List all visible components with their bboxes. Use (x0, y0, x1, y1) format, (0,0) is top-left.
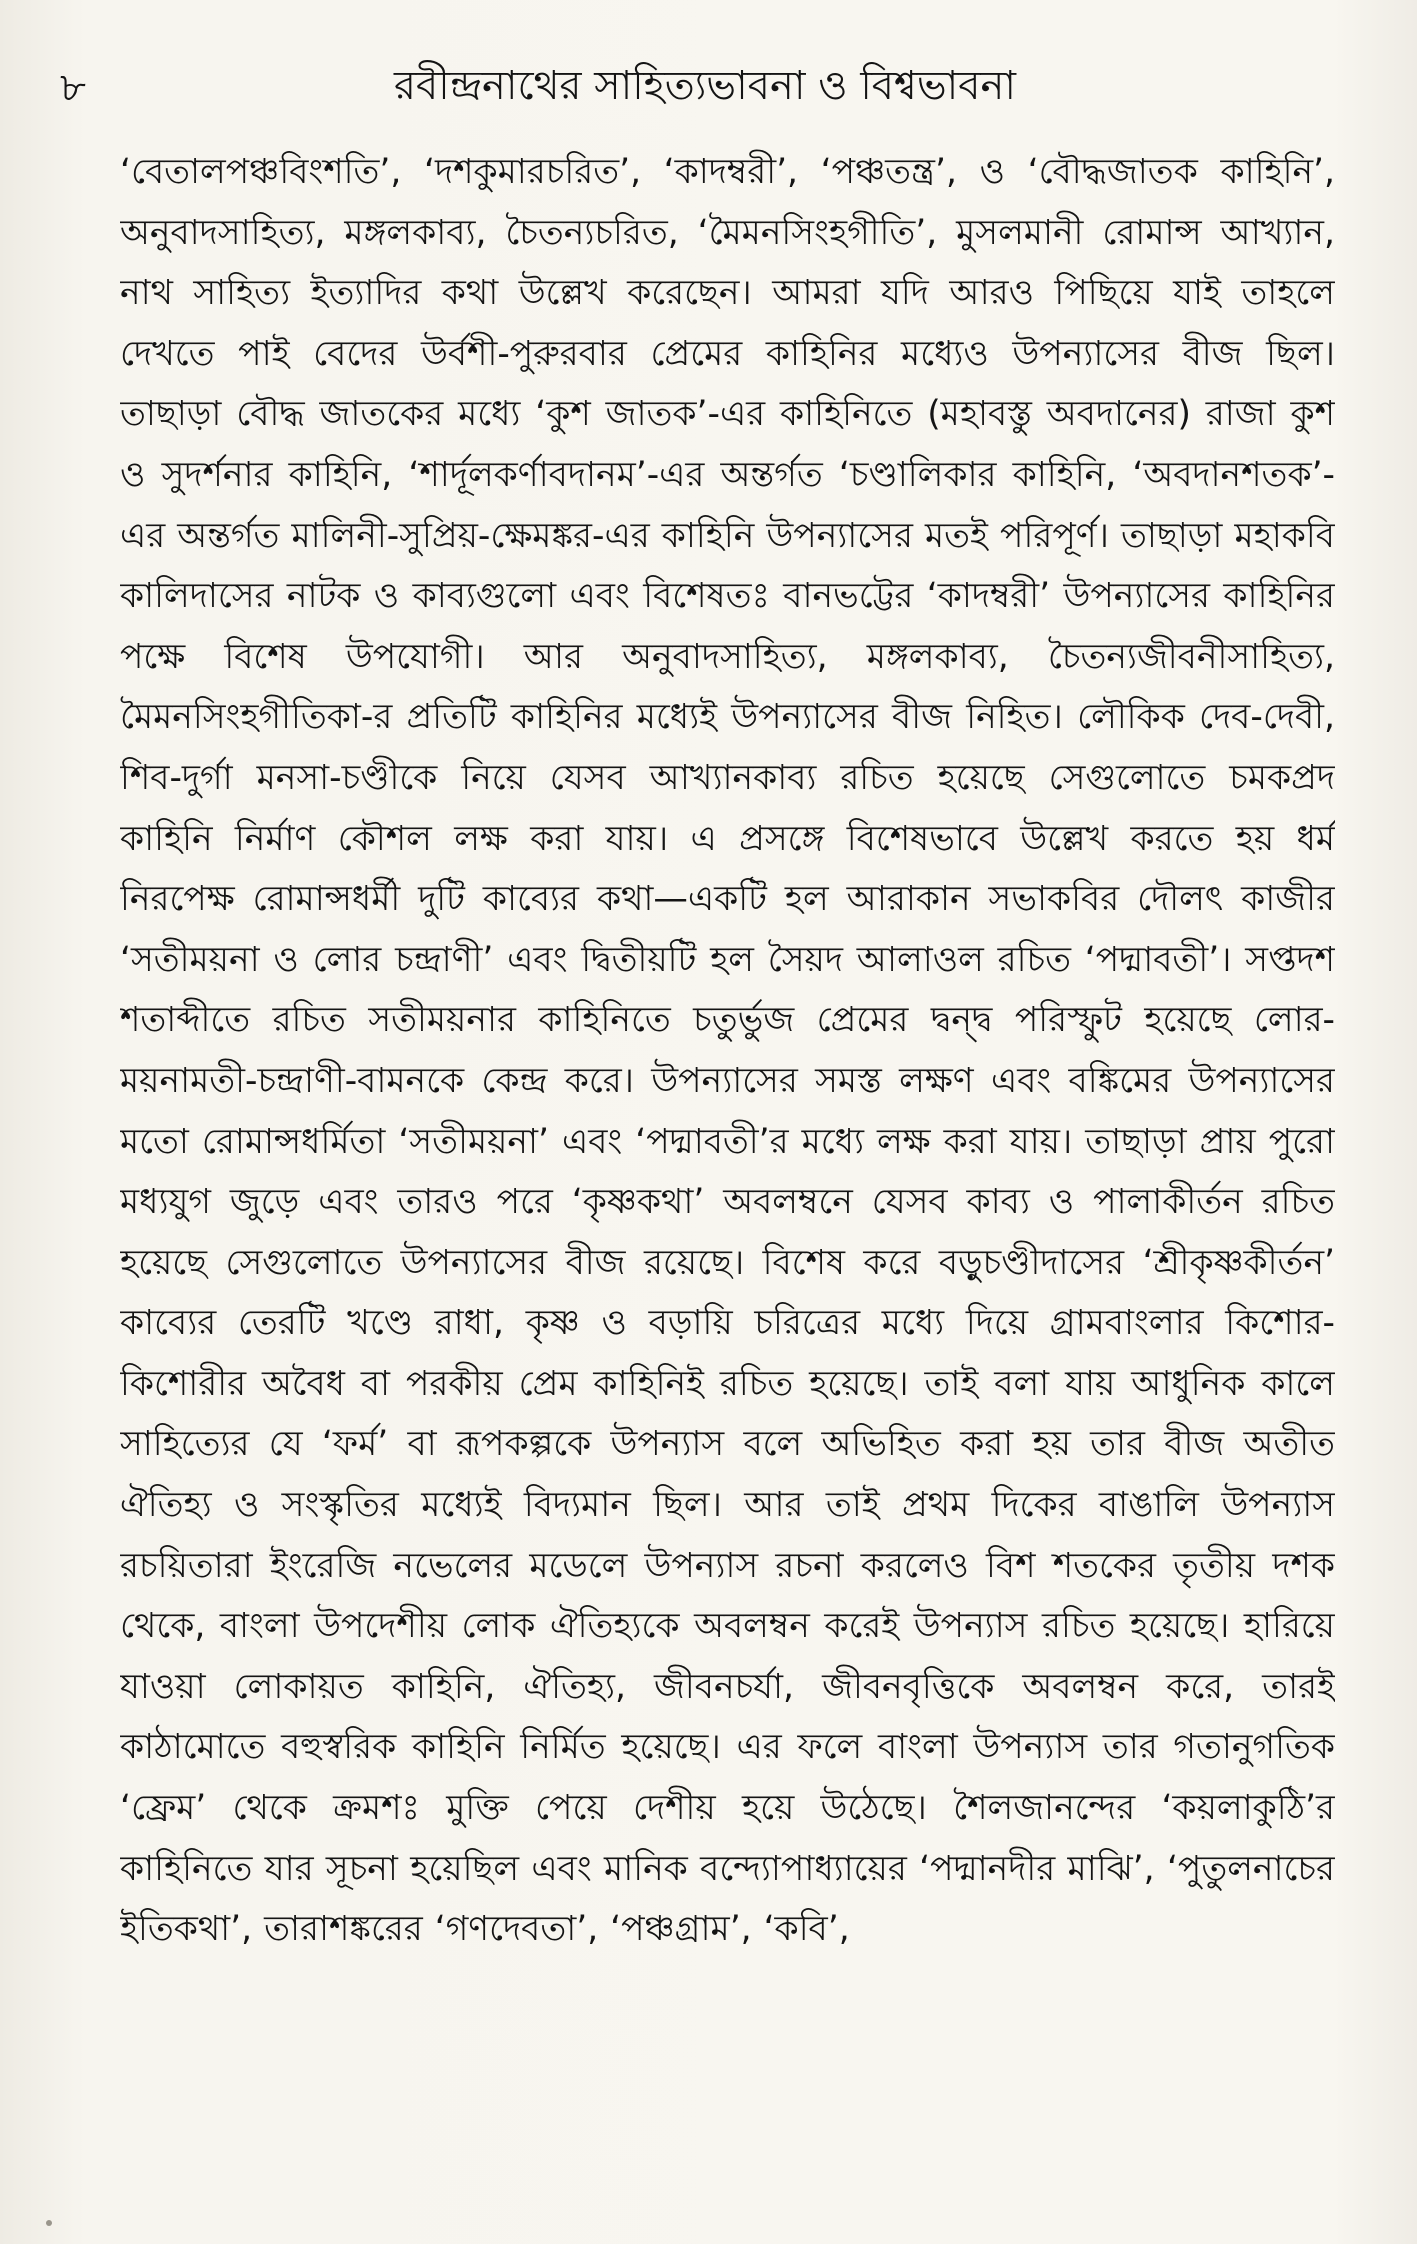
running-title: রবীন্দ্রনাথের সাহিত্যভাবনা ও বিশ্বভাবনা (393, 63, 1017, 109)
page-header (60, 62, 1350, 122)
page-number: ৮ (60, 65, 86, 111)
page-edge-mark (46, 2220, 52, 2226)
body-paragraph: ‘বেতালপঞ্চবিংশতি’, ‘দশকুমারচরিত’, ‘কাদম্বরী’, ‘পঞ্চতন্ত্র’, ও ‘বৌদ্ধজাতক কাহিনি’, অনুবাদসাহিত্য, মঙ্গলকাব্য, চৈতন্যচরিত, ‘মৈমনসিংহগীতি’, মুসলমানী রোমান্স আখ্যান, নাথ সাহিত্য ইত্যাদির কথা উল্লেখ করেছেন। আমরা যদি আরও পিছিয়ে যাই তাহলে দেখতে পাই বেদের উর্বশী-পুরুরবার প্রেমের কাহিনির মধ্যেও উপন্যাসের বীজ ছিল। তাছাড়া বৌদ্ধ জাতকের মধ্যে ‘কুশ জাতক’-এর কাহিনিতে (মহাবস্তু অবদানের) রাজা কুশ ও সুদর্শনার কাহিনি, ‘শার্দূলকর্ণাবদানম’-এর অন্তর্গত ‘চণ্ডালিকার কাহিনি, ‘অবদানশতক’-এর অন্তর্গত মালিনী-সুপ্রিয়-ক্ষেমঙ্কর-এর কাহিনি উপন্যাসের মতই পরিপূর্ণ। তাছাড়া মহাকবি কালিদাসের নাটক ও কাব্যগুলো এবং বিশেষতঃ বানভট্টের ‘কাদম্বরী’ উপন্যাসের কাহিনির পক্ষে বিশেষ উপযোগী। আর অনুবাদসাহিত্য, মঙ্গলকাব্য, চৈতন্যজীবনীসাহিত্য, মৈমনসিংহগীতিকা-র প্রতিটি কাহিনির মধ্যেই উপন্যাসের বীজ নিহিত। লৌকিক দেব-দেবী, শিব-দুর্গা মনসা-চণ্ডীকে নিয়ে যেসব আখ্যানকাব্য রচিত হয়েছে সেগুলোতে চমকপ্রদ কাহিনি নির্মাণ কৌশল লক্ষ করা যায়। এ প্রসঙ্গে বিশেষভাবে উল্লেখ করতে হয় ধর্ম নিরপেক্ষ রোমান্সধর্মী দুটি কাব্যের কথা—একটি হল আরাকান সভাকবির দৌলৎ কাজীর ‘সতীময়না ও লোর চন্দ্রাণী’ এবং দ্বিতীয়টি হল সৈয়দ আলাওল রচিত ‘পদ্মাবতী’। সপ্তদশ শতাব্দীতে রচিত সতীময়নার কাহিনিতে চতুর্ভুজ প্রেমের দ্বন্দ্ব পরিস্ফুট হয়েছে লোর-ময়নামতী-চন্দ্রাণী-বামনকে কেন্দ্র করে। উপন্যাসের সমস্ত লক্ষণ এবং বঙ্কিমের উপন্যাসের মতো রোমান্সধর্মিতা ‘সতীময়না’ এবং ‘পদ্মাবতী’র মধ্যে লক্ষ করা যায়। তাছাড়া প্রায় পুরো মধ্যযুগ জুড়ে এবং তারও পরে ‘কৃষ্ণকথা’ অবলম্বনে যেসব কাব্য ও পালাকীর্তন রচিত হয়েছে সেগুলোতে উপন্যাসের বীজ রয়েছে। বিশেষ করে বড়ুচণ্ডীদাসের ‘শ্রীকৃষ্ণকীর্তন’ কাব্যের তেরটি খণ্ডে রাধা, কৃষ্ণ ও বড়ায়ি চরিত্রের মধ্যে দিয়ে গ্রামবাংলার কিশোর-কিশোরীর অবৈধ বা পরকীয় প্রেম কাহিনিই রচিত হয়েছে। তাই বলা যায় আধুনিক কালে সাহিত্যের যে ‘ফর্ম’ বা রূপকল্পকে উপন্যাস বলে অভিহিত করা হয় তার বীজ অতীত ঐতিহ্য ও সংস্কৃতির মধ্যেই বিদ্যমান ছিল। আর তাই প্রথম দিকের বাঙালি উপন্যাস রচয়িতারা ইংরেজি নভেলের মডেলে উপন্যাস রচনা করলেও বিশ শতকের তৃতীয় দশক থেকে, বাংলা উপদেশীয় লোক ঐতিহ্যকে অবলম্বন করেই উপন্যাস রচিত হয়েছে। হারিয়ে যাওয়া লোকায়ত কাহিনি, ঐতিহ্য, জীবনচর্যা, জীবনবৃত্তিকে অবলম্বন করে, তারই কাঠামোতে বহুস্বরিক কাহিনি নির্মিত হয়েছে। এর ফলে বাংলা উপন্যাস তার গতানুগতিক ‘ফ্রেম’ থেকে ক্রমশঃ মুক্তি পেয়ে দেশীয় হয়ে উঠেছে। শৈলজানন্দের ‘কয়লাকুঠি’র কাহিনিতে যার সূচনা হয়েছিল এবং মানিক বন্দ্যোপাধ্যায়ের ‘পদ্মানদীর মাঝি’, ‘পুতুলনাচের ইতিকথা’, তারাশঙ্করের ‘গণদেবতা’, ‘পঞ্চগ্রাম’, ‘কবি’, (120, 152, 1335, 1950)
